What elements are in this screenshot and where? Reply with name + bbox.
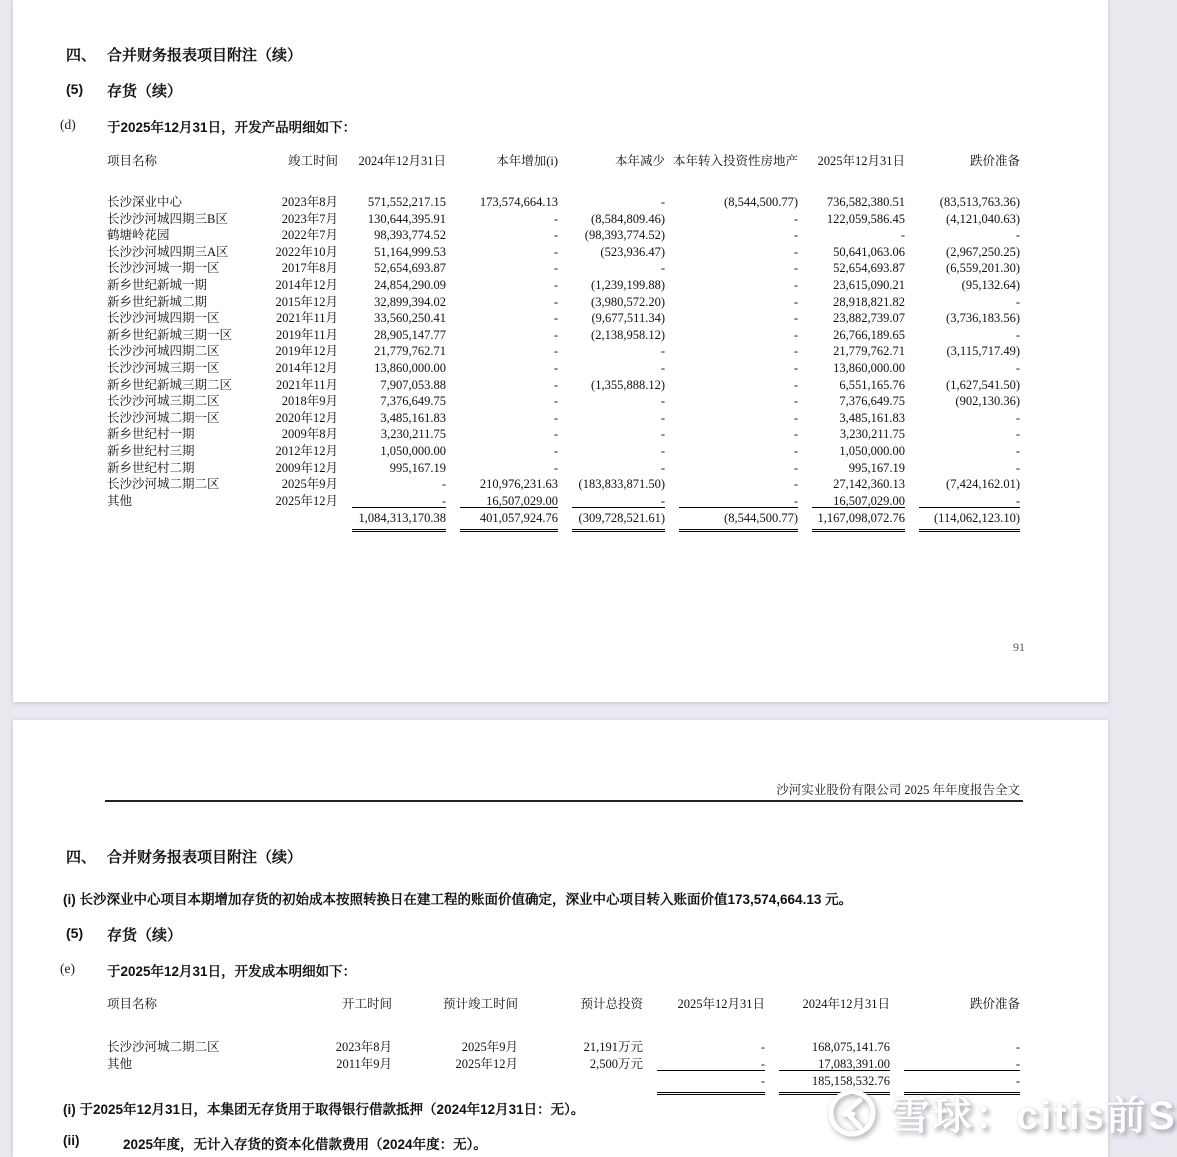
table-cell: 27,142,360.13 (833, 477, 905, 492)
table-row (107, 327, 1020, 344)
table-cell: - (793, 377, 798, 392)
table-cell: 24,854,290.09 (374, 277, 446, 292)
table-cell: (98,393,774.52) (584, 228, 665, 243)
table-row (107, 277, 1020, 294)
table-cell: 13,860,000.00 (833, 360, 905, 375)
table-cell: 995,167.19 (848, 460, 905, 475)
table-cell: 2025年9月 (281, 477, 338, 492)
table-cell: 33,560,250.41 (374, 311, 446, 326)
table-cell: - (553, 360, 558, 375)
table-row (107, 227, 1020, 244)
table-cell: (6,559,201.30) (946, 261, 1020, 276)
column-header: 开工时间 (341, 997, 392, 1011)
table-cell: 长沙沙河城三期二区 (107, 394, 220, 409)
table-cell: - (793, 360, 798, 375)
page-number: 91 (1013, 640, 1025, 654)
table-cell: 长沙沙河城四期二区 (107, 344, 220, 359)
column-header: 项目名称 (107, 997, 158, 1011)
table-total-row (107, 1072, 1020, 1090)
table-cell: - (890, 1056, 1020, 1073)
table-cell: - (643, 1056, 765, 1073)
item-number: (d) (60, 117, 76, 132)
table-cell: - (1015, 327, 1020, 342)
table-row (107, 443, 1020, 460)
footnote-ii-text: 2025年度，无计入存货的资本化借款费用（2024年度：无）。 (123, 1137, 487, 1152)
table-cell: (8,584,809.46) (591, 211, 665, 226)
table-cell: - (553, 228, 558, 243)
table-cell: 鹤塘岭花园 (107, 228, 170, 243)
table-cell: - (1015, 360, 1020, 375)
table-cell: - (760, 1040, 765, 1054)
table-header-row (107, 988, 1020, 1039)
table-cell: - (1015, 410, 1020, 425)
header-rule (105, 800, 1023, 802)
table-cell: 3,230,211.75 (380, 427, 446, 442)
table-cell: 2009年12月 (275, 460, 338, 475)
table-cell: - (553, 394, 558, 409)
table-cell: 2018年9月 (281, 394, 338, 409)
table-cell: 长沙沙河城四期三B区 (107, 211, 228, 226)
table-header-row (107, 988, 1020, 1039)
section-number: 四、 (66, 47, 97, 64)
table-cell: 新乡世纪村一期 (107, 427, 195, 442)
table-cell: - (553, 211, 558, 226)
table-cell: (183,833,871.50) (578, 477, 665, 492)
table-cell: 98,393,774.52 (374, 228, 446, 243)
table-cell: 13,860,000.00 (374, 360, 446, 375)
table-header-row (107, 145, 1020, 194)
report-page-1 (13, 0, 1108, 702)
table-cell: 2022年10月 (275, 244, 338, 259)
table-cell: - (793, 211, 798, 226)
table-cell: 571,552,217.15 (367, 195, 446, 209)
table-cell: 2020年12月 (275, 410, 338, 425)
table-cell: 2025年9月 (461, 1040, 518, 1054)
table-cell: - (793, 261, 798, 276)
table-cell: 长沙沙河城一期一区 (107, 261, 220, 276)
table-cell: 2,500万元 (589, 1056, 643, 1071)
footnote-i-text: (i) 于2025年12月31日，本集团无存货用于取得银行借款抵押（2024年12月31日：无）。 (63, 1102, 585, 1117)
table-cell: 2023年8月 (335, 1040, 392, 1054)
table-cell: (8,544,500.77) (724, 195, 798, 209)
table-cell: 其他 (107, 1056, 133, 1071)
table-cell: 新乡世纪新城三期二区 (107, 377, 233, 392)
development-products-table (107, 145, 1020, 527)
table-cell: 3,485,161.83 (839, 410, 905, 425)
table-cell: 32,899,394.02 (374, 294, 446, 309)
subsection-title: 存货（续） (107, 83, 183, 100)
table-cell: - (793, 244, 798, 259)
table-cell: 长沙沙河城三期一区 (107, 360, 220, 375)
table-cell: - (905, 493, 1020, 510)
table-cell: - (660, 443, 665, 458)
table-cell: - (553, 427, 558, 442)
table-cell: (3,115,717.49) (946, 344, 1020, 359)
table-cell: 28,905,147.77 (374, 327, 446, 342)
table-row (107, 211, 1020, 228)
table-cell: 16,507,029.00 (798, 493, 905, 510)
total-cell: 1,167,098,072.76 (798, 509, 905, 527)
total-cell (107, 1072, 307, 1090)
table-cell: - (553, 410, 558, 425)
table-cell: - (553, 277, 558, 292)
table-cell: - (793, 228, 798, 243)
total-cell (392, 1072, 518, 1090)
table-cell: 长沙沙河城二期二区 (107, 1040, 220, 1054)
section-title: 合并财务报表项目附注（续） (107, 849, 303, 866)
column-header: 2024年12月31日 (358, 154, 446, 168)
table-row (107, 194, 1020, 211)
table-cell: - (660, 261, 665, 276)
table-cell: - (553, 294, 558, 309)
table-cell: 21,191万元 (583, 1040, 643, 1054)
table-cell: 长沙沙河城二期一区 (107, 410, 220, 425)
table-cell: 2014年12月 (275, 277, 338, 292)
table-row (107, 1039, 1020, 1056)
table-cell: 长沙沙河城四期三A区 (107, 244, 229, 259)
table-cell: (9,677,511.34) (591, 311, 665, 326)
table-cell: - (660, 394, 665, 409)
item-intro-text: 于2025年12月31日，开发产品明细如下： (107, 120, 357, 135)
total-cell: 185,158,532.76 (765, 1072, 890, 1090)
total-cell: (114,062,123.10) (905, 509, 1020, 527)
table-cell: - (553, 377, 558, 392)
table-row (107, 310, 1020, 327)
table-row (107, 260, 1020, 277)
column-header: 跌价准备 (969, 154, 1020, 168)
table-cell: (95,132.64) (961, 277, 1020, 292)
table-cell: - (1015, 460, 1020, 475)
table-cell: 995,167.19 (389, 460, 446, 475)
section-title: 合并财务报表项目附注（续） (107, 47, 303, 64)
watermark-text: 雪球：citis前S (890, 1094, 1177, 1138)
table-row (107, 343, 1020, 360)
total-cell: (309,728,521.61) (558, 509, 665, 527)
table-cell: - (1015, 228, 1020, 243)
table-cell: - (793, 410, 798, 425)
table-body (107, 194, 1020, 527)
table-cell: - (553, 244, 558, 259)
table-cell: 2023年8月 (281, 195, 338, 209)
table-cell: 2021年11月 (275, 377, 338, 392)
table-cell: 2011年9月 (336, 1056, 392, 1071)
table-cell: 52,654,693.87 (833, 261, 905, 276)
table-row (107, 460, 1020, 477)
table-cell: 2017年8月 (281, 261, 338, 276)
subsection-title: 存货（续） (107, 927, 183, 944)
table-cell: 23,882,739.07 (833, 311, 905, 326)
table-cell: - (441, 477, 446, 492)
table-cell: 210,976,231.63 (479, 477, 558, 492)
table-cell: - (900, 228, 905, 243)
table-cell: (1,627,541.50) (946, 377, 1020, 392)
table-cell: 122,059,586.45 (826, 211, 905, 226)
column-header: 预计总投资 (580, 997, 643, 1011)
table-cell: - (553, 460, 558, 475)
total-cell: (8,544,500.77) (665, 509, 798, 527)
table-row (107, 244, 1020, 261)
development-costs-table (107, 988, 1020, 1090)
table-cell: 2012年12月 (275, 443, 338, 458)
table-cell: - (660, 360, 665, 375)
table-cell: - (553, 311, 558, 326)
column-header: 预计竣工时间 (442, 997, 518, 1011)
table-row (107, 1056, 1020, 1073)
table-cell: - (553, 443, 558, 458)
table-cell: 新乡世纪村二期 (107, 460, 195, 475)
table-cell: 23,615,090.21 (833, 277, 905, 292)
total-cell: - (643, 1072, 765, 1090)
table-cell: 新乡世纪新城二期 (107, 294, 208, 309)
table-cell: - (553, 327, 558, 342)
column-header: 2025年12月31日 (817, 154, 905, 168)
table-cell: 7,376,649.75 (839, 394, 905, 409)
table-cell: 2021年11月 (275, 311, 338, 326)
table-cell: (2,138,958.12) (591, 327, 665, 342)
table-cell: - (793, 443, 798, 458)
table-cell: (3,980,572.20) (591, 294, 665, 309)
table-cell: 长沙深业中心 (107, 195, 183, 209)
table-cell: - (553, 261, 558, 276)
table-cell: - (338, 493, 446, 510)
table-cell: - (553, 344, 558, 359)
table-header-row (107, 145, 1020, 194)
table-row (107, 294, 1020, 311)
column-header: 竣工时间 (287, 154, 338, 168)
report-page-2 (13, 720, 1108, 1157)
section-number: 四、 (66, 849, 97, 866)
running-header: 沙河实业股份有限公司 2025 年年度报告全文 (776, 783, 1020, 797)
table-row (107, 426, 1020, 443)
total-cell: 1,084,313,170.38 (338, 509, 446, 527)
column-header: 项目名称 (107, 154, 158, 168)
table-cell: 2019年11月 (275, 327, 338, 342)
total-cell: - (890, 1072, 1020, 1090)
table-cell: 50,641,063.06 (833, 244, 905, 259)
footnote-ii-number: (ii) (63, 1133, 80, 1148)
table-cell: 52,654,693.87 (374, 261, 446, 276)
table-cell: 16,507,029.00 (446, 493, 558, 510)
table-cell: 2009年8月 (281, 427, 338, 442)
column-header: 跌价准备 (969, 997, 1020, 1011)
table-cell: - (665, 493, 798, 510)
table-cell: 新乡世纪村三期 (107, 443, 195, 458)
table-cell: (2,967,250.25) (946, 244, 1020, 259)
table-cell: 2022年7月 (281, 228, 338, 243)
table-cell: (4,121,040.63) (946, 211, 1020, 226)
table-cell: 3,485,161.83 (380, 410, 446, 425)
table-cell: - (793, 327, 798, 342)
table-cell: 130,644,395.91 (367, 211, 446, 226)
table-cell: 3,230,211.75 (839, 427, 905, 442)
table-body (107, 1039, 1020, 1090)
table-cell: 长沙沙河城二期二区 (107, 477, 220, 492)
table-cell: 17,083,391.00 (765, 1056, 890, 1073)
table-cell: 26,766,189.65 (833, 327, 905, 342)
column-header: 本年转入投资性房地产 (672, 154, 798, 168)
table-cell: 2014年12月 (275, 360, 338, 375)
table-cell: 1,050,000.00 (380, 443, 446, 458)
total-cell (107, 509, 267, 527)
table-cell: 1,050,000.00 (839, 443, 905, 458)
item-intro-text: 于2025年12月31日，开发成本明细如下： (107, 964, 357, 979)
table-cell: 2015年12月 (275, 294, 338, 309)
table-cell: - (660, 410, 665, 425)
table-cell: 2025年12月 (275, 493, 338, 508)
table-cell: - (1015, 1040, 1020, 1054)
table-cell: 736,582,380.51 (826, 195, 905, 209)
total-cell: 401,057,924.76 (446, 509, 558, 527)
table-cell: - (793, 277, 798, 292)
table-cell: - (793, 344, 798, 359)
table-cell: 51,164,999.53 (374, 244, 446, 259)
table-cell: - (660, 460, 665, 475)
table-cell: 21,779,762.71 (374, 344, 446, 359)
table-cell: 新乡世纪新城一期 (107, 277, 208, 292)
subsection-number: (5) (66, 925, 84, 941)
column-header: 本年减少 (614, 154, 665, 168)
table-row (107, 476, 1020, 493)
table-cell: 21,779,762.71 (833, 344, 905, 359)
column-header: 本年增加(i) (496, 154, 558, 168)
table-cell: - (793, 394, 798, 409)
table-cell: - (558, 493, 665, 510)
total-cell (518, 1072, 643, 1090)
table-cell: 2025年12月 (455, 1056, 518, 1071)
table-cell: - (660, 344, 665, 359)
table-cell: - (660, 427, 665, 442)
total-cell (307, 1072, 392, 1090)
table-cell: (3,736,183.56) (946, 311, 1020, 326)
table-cell: - (793, 294, 798, 309)
table-cell: 7,376,649.75 (380, 394, 446, 409)
table-cell: 新乡世纪新城三期一区 (107, 327, 233, 342)
table-total-row (107, 509, 1020, 527)
table-cell: (83,513,763.36) (939, 195, 1020, 209)
table-cell: 168,075,141.76 (811, 1040, 890, 1054)
subsection-number: (5) (66, 81, 84, 97)
table-cell: - (1015, 443, 1020, 458)
table-cell: - (793, 311, 798, 326)
table-cell: 其他 (107, 493, 133, 508)
table-cell: (1,239,199.88) (591, 277, 665, 292)
table-cell: (7,424,162.01) (946, 477, 1020, 492)
table-cell: 6,551,165.76 (839, 377, 905, 392)
table-cell: 173,574,664.13 (479, 195, 558, 209)
table-cell: - (1015, 294, 1020, 309)
table-cell: 2023年7月 (281, 211, 338, 226)
table-cell: 长沙沙河城四期一区 (107, 311, 220, 326)
table-row (107, 493, 1020, 510)
table-cell: 28,918,821.82 (833, 294, 905, 309)
column-header: 2024年12月31日 (802, 997, 890, 1011)
table-cell: - (1015, 427, 1020, 442)
table-row (107, 410, 1020, 427)
table-row (107, 393, 1020, 410)
total-cell (267, 509, 338, 527)
table-cell: - (793, 460, 798, 475)
table-row (107, 360, 1020, 377)
table-cell: (1,355,888.12) (591, 377, 665, 392)
item-number: (e) (60, 961, 75, 976)
table-cell: (902,130.36) (955, 394, 1020, 409)
table-cell: - (793, 477, 798, 492)
table-cell: - (660, 195, 665, 209)
table-cell: (523,936.47) (600, 244, 665, 259)
table-cell: 2019年12月 (275, 344, 338, 359)
table-row (107, 377, 1020, 394)
column-header: 2025年12月31日 (677, 997, 765, 1011)
table-cell: - (793, 427, 798, 442)
table-cell: 7,907,053.88 (380, 377, 446, 392)
note-i-text: (i) 长沙深业中心项目本期增加存货的初始成本按照转换日在建工程的账面价值确定，深业中心项目转入账面价值173,574,664.13 元。 (63, 892, 853, 907)
